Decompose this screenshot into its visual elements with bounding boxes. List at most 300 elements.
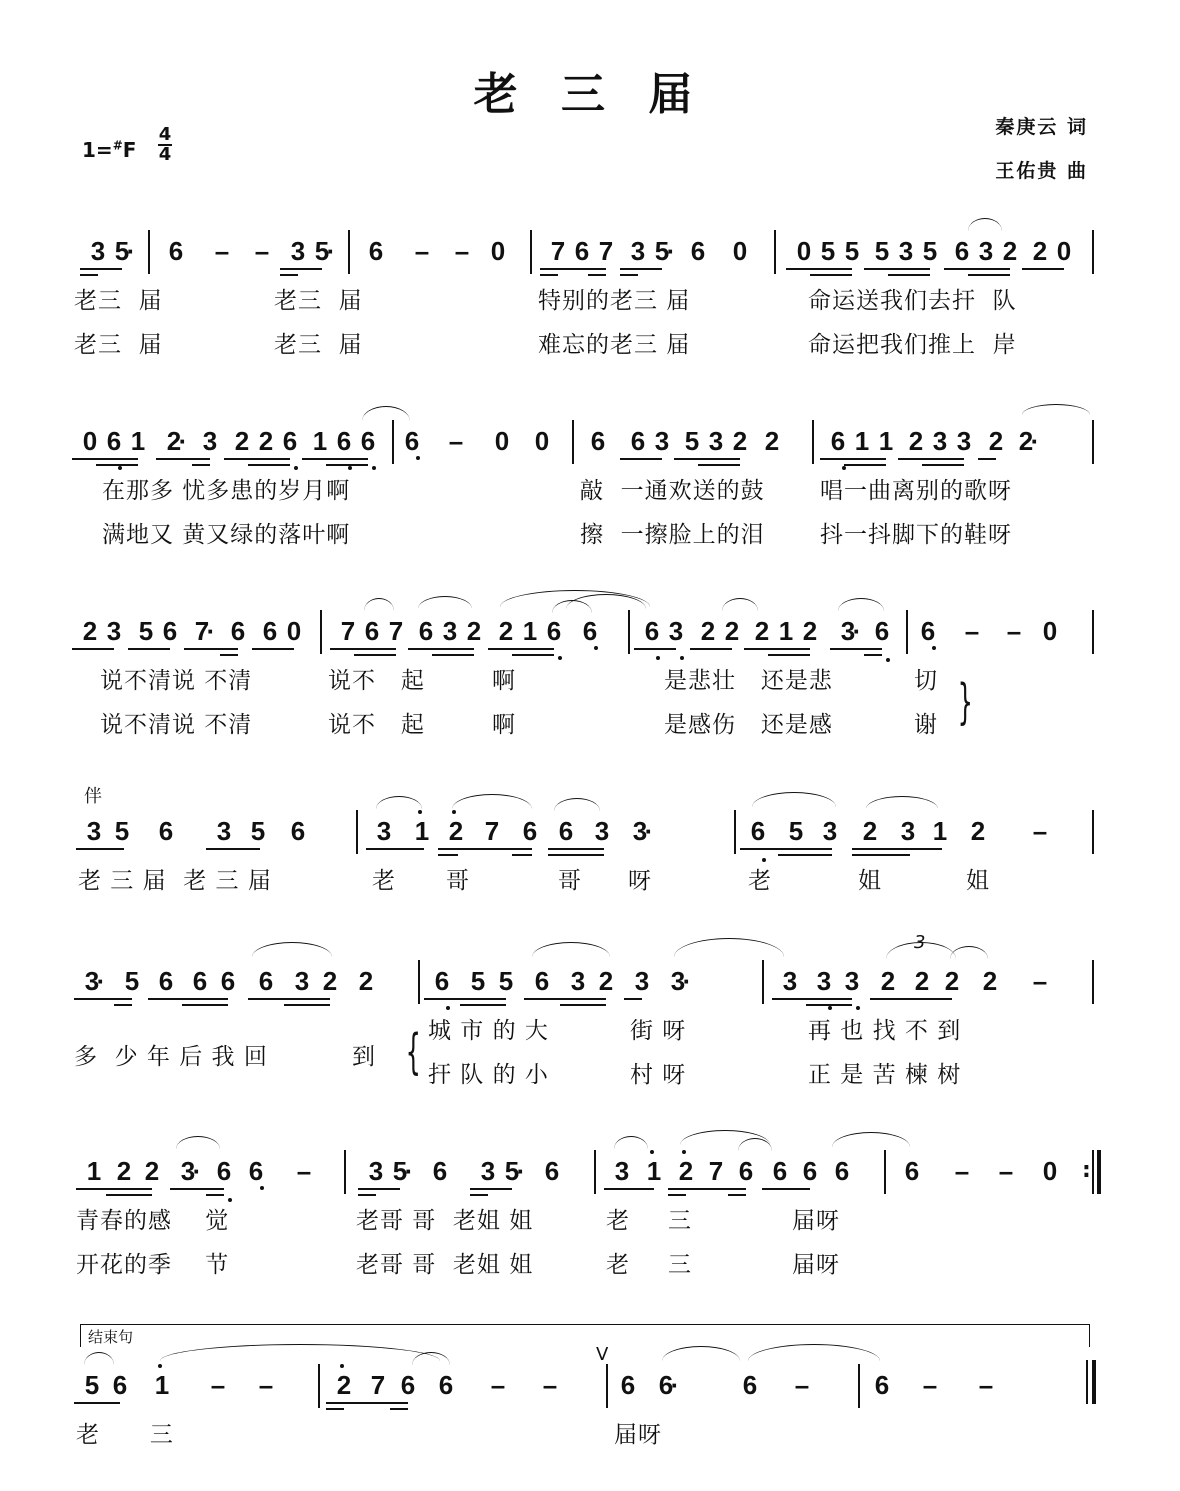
note: 3 xyxy=(900,816,916,846)
lyric-line: 特别的老三 届 xyxy=(538,288,691,314)
note: 6 xyxy=(802,1156,818,1186)
lyric-line: 街 呀 xyxy=(630,1018,687,1044)
lyric-line: 说不 起 xyxy=(328,668,425,694)
note: 6 xyxy=(418,616,434,646)
note: 3 xyxy=(978,236,994,266)
lyric-line: 老三 届 xyxy=(74,332,163,358)
note: 5 xyxy=(124,966,140,996)
barline xyxy=(734,810,736,854)
note: 1 xyxy=(778,616,794,646)
beam-underline xyxy=(206,848,260,850)
barline xyxy=(318,1364,320,1408)
lyric-line: 到 xyxy=(352,1044,376,1071)
dash-sustain: – xyxy=(1006,616,1022,646)
note: 3 xyxy=(630,236,646,266)
beam-underline xyxy=(588,274,606,276)
lyric-line: 老哥 哥 老姐 姐 xyxy=(356,1208,534,1234)
octave-dot-above xyxy=(340,1364,344,1368)
beam-underline xyxy=(968,274,1010,276)
note: 6 xyxy=(658,1370,674,1400)
note: 5 xyxy=(114,816,130,846)
slur-arc xyxy=(866,796,938,809)
octave-dot-below xyxy=(294,466,298,470)
note: 6 xyxy=(360,426,376,456)
lyric-line: 敲 一通欢送的鼓 xyxy=(580,478,765,504)
augmentation-dot: · xyxy=(852,616,862,646)
note: 7 xyxy=(598,236,614,266)
note: 2 xyxy=(448,816,464,846)
beam-underline xyxy=(280,274,298,276)
note: 6 xyxy=(830,426,846,456)
lyric-line: 老 xyxy=(748,868,772,894)
beam-underline xyxy=(830,648,882,650)
note: 2 xyxy=(700,616,716,646)
note: 0 xyxy=(82,426,98,456)
lyric-line: 村 呀 xyxy=(630,1062,687,1088)
dash-sustain: – xyxy=(254,236,270,266)
barline xyxy=(320,610,322,654)
note: 3 xyxy=(202,426,218,456)
octave-dot-above xyxy=(452,810,456,814)
slur-arc xyxy=(674,938,784,957)
note: 6 xyxy=(364,616,380,646)
note: 2 xyxy=(598,966,614,996)
beam-underline xyxy=(620,268,662,270)
note: 5 xyxy=(84,1370,100,1400)
beam-underline xyxy=(206,1194,224,1196)
beam-underline xyxy=(74,1402,120,1404)
beam-underline xyxy=(778,854,832,856)
octave-dot-below xyxy=(886,658,890,662)
beam-underline xyxy=(922,464,964,466)
beam-underline xyxy=(888,274,930,276)
beam-underline xyxy=(852,854,910,856)
beam-underline xyxy=(864,268,930,270)
beam-underline xyxy=(248,998,330,1000)
dash-sustain: – xyxy=(490,1370,506,1400)
slur-arc xyxy=(364,598,394,611)
octave-dot-below xyxy=(372,466,376,470)
lyric-line: 老三 届 xyxy=(74,288,163,314)
note: 2 xyxy=(678,1156,694,1186)
octave-dot-above xyxy=(158,1364,162,1368)
note: 7 xyxy=(388,616,404,646)
lyric-line: 开花的季 节 xyxy=(76,1252,230,1278)
note: 3 xyxy=(840,616,856,646)
beam-underline xyxy=(114,1004,132,1006)
slur-arc xyxy=(84,1352,114,1365)
note: 7 xyxy=(708,1156,724,1186)
note: 5 xyxy=(684,426,700,456)
beam-underline xyxy=(408,648,474,650)
note: 6 xyxy=(262,616,278,646)
beam-underline xyxy=(1022,268,1064,270)
note: 6 xyxy=(220,966,236,996)
beam-underline xyxy=(548,848,604,850)
composer-credit: 王佑贵 曲 xyxy=(995,160,1088,182)
note: 3 xyxy=(442,616,458,646)
brace-right: } xyxy=(957,674,973,730)
beam-underline xyxy=(96,464,138,466)
beam-underline xyxy=(358,1194,376,1196)
octave-dot-below xyxy=(118,466,122,470)
beam-underline xyxy=(620,274,638,276)
note: 6 xyxy=(168,236,184,266)
augmentation-dot: · xyxy=(666,236,676,266)
beam-underline xyxy=(302,458,368,460)
beam-underline xyxy=(560,1004,606,1006)
beam-underline xyxy=(512,654,554,656)
beam-underline xyxy=(80,268,122,270)
note: 2 xyxy=(764,426,780,456)
augmentation-dot: · xyxy=(178,426,188,456)
note: 3 xyxy=(932,426,948,456)
beam-underline xyxy=(698,464,740,466)
augmentation-dot: · xyxy=(516,1156,526,1186)
lyric-line: 说不清说 不清 xyxy=(100,712,253,738)
slur-arc xyxy=(614,1136,648,1149)
dash-sustain: – xyxy=(998,1156,1014,1186)
lyric-line: 老 xyxy=(606,1208,630,1234)
beam-underline xyxy=(284,1004,330,1006)
beam-underline xyxy=(772,998,852,1000)
note: 2 xyxy=(724,616,740,646)
note: 6 xyxy=(438,1370,454,1400)
note: 2 xyxy=(802,616,818,646)
note: 3 xyxy=(822,816,838,846)
augmentation-dot: · xyxy=(670,1370,680,1400)
accompaniment-label: 伴 xyxy=(84,786,102,807)
slur-arc xyxy=(376,796,422,809)
lyric-line: 说不清说 不清 xyxy=(100,668,253,694)
beam-underline xyxy=(72,648,114,650)
dash-sustain: – xyxy=(296,1156,312,1186)
note: 2 xyxy=(358,966,374,996)
beam-underline xyxy=(668,1194,686,1196)
lyric-line: 正 是 苦 楝 树 xyxy=(808,1062,962,1088)
note: 2 xyxy=(944,966,960,996)
beam-underline xyxy=(624,998,642,1000)
note: 5 xyxy=(114,236,130,266)
volta-label: 结束句 xyxy=(88,1328,134,1346)
beam-underline xyxy=(634,648,676,650)
lyricist-credit: 秦庚云 词 xyxy=(995,116,1088,138)
note: 6 xyxy=(904,1156,920,1186)
barline xyxy=(1092,230,1094,274)
beam-underline xyxy=(768,654,810,656)
dash-sustain: – xyxy=(542,1370,558,1400)
beam-underline xyxy=(762,1188,810,1190)
beam-underline xyxy=(488,648,554,650)
lyric-line: 唱一曲离别的歌呀 xyxy=(820,478,1012,504)
note: 6 xyxy=(834,1156,850,1186)
slur-arc xyxy=(662,1346,740,1361)
beam-underline xyxy=(548,854,604,856)
note: 6 xyxy=(558,816,574,846)
note: 2 xyxy=(466,616,482,646)
octave-dot-below xyxy=(680,656,684,660)
lyric-line: 是感伤 还是感 xyxy=(664,712,833,738)
note: 1 xyxy=(646,1156,662,1186)
barline xyxy=(1092,1150,1094,1194)
lyric-line: 老 三 xyxy=(76,1422,174,1448)
beam-underline xyxy=(470,1188,512,1190)
octave-dot-above xyxy=(650,1150,654,1154)
slur-arc xyxy=(252,942,332,957)
barline xyxy=(906,610,908,654)
lyric-line: 呀 xyxy=(628,868,652,894)
beam-underline xyxy=(674,458,740,460)
note: 6 xyxy=(590,426,606,456)
beam-underline xyxy=(786,268,852,270)
barline xyxy=(812,420,814,464)
note: 2 xyxy=(908,426,924,456)
note: 1 xyxy=(932,816,948,846)
beam-underline xyxy=(170,1188,224,1190)
augmentation-dot: · xyxy=(192,1156,202,1186)
note: 7 xyxy=(370,1370,386,1400)
barline xyxy=(628,610,630,654)
beam-underline xyxy=(540,268,606,270)
slur-arc xyxy=(362,406,410,421)
dash-sustain: – xyxy=(978,1370,994,1400)
beam-underline xyxy=(156,458,210,460)
beam-underline xyxy=(432,654,474,656)
lyric-line: 老 xyxy=(606,1252,630,1278)
octave-dot-below xyxy=(594,646,598,650)
lyric-line: 哥 xyxy=(446,868,470,894)
note: 6 xyxy=(534,966,550,996)
note: 3 xyxy=(480,1156,496,1186)
dash-sustain: – xyxy=(210,1370,226,1400)
note: 3 xyxy=(634,966,650,996)
note: 1 xyxy=(414,816,430,846)
note: 6 xyxy=(158,816,174,846)
barline xyxy=(606,1364,608,1408)
note: 5 xyxy=(874,236,890,266)
octave-dot-above xyxy=(418,810,422,814)
note: 6 xyxy=(644,616,660,646)
beam-underline xyxy=(864,654,882,656)
octave-dot-below xyxy=(416,456,420,460)
note: 3 xyxy=(294,966,310,996)
beam-underline xyxy=(326,1402,408,1404)
note: 6 xyxy=(546,616,562,646)
barline xyxy=(762,960,764,1004)
beam-underline xyxy=(438,848,532,850)
barline xyxy=(344,1150,346,1194)
note: 6 xyxy=(690,236,706,266)
barline xyxy=(594,1150,596,1194)
note: 2 xyxy=(1032,236,1048,266)
lyric-line: 三 xyxy=(668,1252,692,1278)
note: 3 xyxy=(84,966,100,996)
slur-arc xyxy=(532,942,610,957)
note: 2 xyxy=(258,426,274,456)
beam-underline xyxy=(390,1408,408,1410)
beam-underline xyxy=(744,648,810,650)
note: 2 xyxy=(970,816,986,846)
beam-underline xyxy=(728,1194,746,1196)
note: 3 xyxy=(668,616,684,646)
note: 0 xyxy=(534,426,550,456)
note: 5 xyxy=(250,816,266,846)
note: 5 xyxy=(844,236,860,266)
beam-underline xyxy=(604,1188,654,1190)
barline xyxy=(1092,960,1094,1004)
octave-dot-below xyxy=(932,646,936,650)
note: 0 xyxy=(490,236,506,266)
note: 2 xyxy=(982,966,998,996)
note: 6 xyxy=(544,1156,560,1186)
note: 0 xyxy=(286,616,302,646)
note: 2 xyxy=(82,616,98,646)
note: 6 xyxy=(368,236,384,266)
note: 6 xyxy=(920,616,936,646)
dash-sustain: – xyxy=(448,426,464,456)
note: 2 xyxy=(914,966,930,996)
lyric-line: 老 xyxy=(372,868,396,894)
note: 1 xyxy=(854,426,870,456)
octave-dot-below xyxy=(446,1006,450,1010)
note: 6 xyxy=(230,616,246,646)
augmentation-dot: · xyxy=(682,966,692,996)
note: 2 xyxy=(1002,236,1018,266)
dash-sustain: – xyxy=(454,236,470,266)
note: 3 xyxy=(290,236,306,266)
lyric-line: 姐 xyxy=(966,868,990,894)
beam-underline xyxy=(252,648,294,650)
note: 6 xyxy=(750,816,766,846)
lyric-line: 老三 届 xyxy=(274,288,363,314)
beam-underline xyxy=(182,1004,228,1006)
note: 5 xyxy=(922,236,938,266)
note: 6 xyxy=(192,966,208,996)
note: 5 xyxy=(498,966,514,996)
beam-underline xyxy=(870,998,952,1000)
beam-underline xyxy=(668,1188,746,1190)
beam-underline xyxy=(620,458,662,460)
octave-dot-below xyxy=(856,1006,860,1010)
slur-arc xyxy=(950,946,988,959)
note: 0 xyxy=(796,236,812,266)
augmentation-dot: · xyxy=(96,966,106,996)
note: 2 xyxy=(880,966,896,996)
beam-underline xyxy=(326,464,368,466)
note: 6 xyxy=(336,426,352,456)
slur-arc xyxy=(752,792,836,807)
beam-underline xyxy=(76,848,124,850)
slur-arc xyxy=(1022,404,1090,415)
note: 6 xyxy=(574,236,590,266)
note: 6 xyxy=(106,426,122,456)
beam-underline xyxy=(690,648,732,650)
barline-thick xyxy=(1092,1360,1096,1404)
barline xyxy=(1086,1360,1088,1404)
dash-sustain: – xyxy=(794,1370,810,1400)
note: 2 xyxy=(498,616,514,646)
note: 3 xyxy=(180,1156,196,1186)
beam-underline xyxy=(106,1194,152,1196)
octave-dot-below xyxy=(228,1198,232,1202)
beam-underline xyxy=(148,998,228,1000)
octave-dot-below xyxy=(842,466,846,470)
lyric-line: 擦 一擦脸上的泪 xyxy=(580,522,765,548)
note: 6 xyxy=(248,1156,264,1186)
note: 3 xyxy=(844,966,860,996)
lyric-line: 届呀 xyxy=(792,1252,840,1278)
note: 6 xyxy=(162,616,178,646)
lyric-line: 难忘的老三 届 xyxy=(538,332,691,358)
note: 5 xyxy=(788,816,804,846)
lyric-line: 老三 届 xyxy=(274,332,363,358)
lyric-line: 切 xyxy=(914,668,938,694)
note: 1 xyxy=(130,426,146,456)
lyric-line: 说不 起 xyxy=(328,712,425,738)
lyric-line: 扞 队 的 小 xyxy=(428,1062,549,1088)
note: 2 xyxy=(166,426,182,456)
note: 3 xyxy=(816,966,832,996)
slur-arc xyxy=(722,598,758,611)
beam-underline xyxy=(80,274,98,276)
note: 2 xyxy=(322,966,338,996)
dash-sustain: – xyxy=(922,1370,938,1400)
lyric-line: 命运把我们推上 岸 xyxy=(808,332,1017,358)
beam-underline xyxy=(248,464,290,466)
note: 5 xyxy=(138,616,154,646)
note: 3 xyxy=(368,1156,384,1186)
note: 5 xyxy=(654,236,670,266)
beam-underline xyxy=(460,1004,506,1006)
beam-underline xyxy=(354,654,396,656)
time-signature: 4 4 xyxy=(158,124,172,165)
dash-sustain: – xyxy=(1032,966,1048,996)
beam-underline xyxy=(438,854,458,856)
note: 6 xyxy=(630,426,646,456)
beam-underline xyxy=(524,998,606,1000)
note: 6 xyxy=(112,1370,128,1400)
beam-underline xyxy=(810,274,852,276)
note: 6 xyxy=(258,966,274,996)
note: 6 xyxy=(216,1156,232,1186)
note: 6 xyxy=(772,1156,788,1186)
note: 3 xyxy=(614,1156,630,1186)
dash-sustain: – xyxy=(964,616,980,646)
barline-thick xyxy=(1097,1150,1101,1194)
augmentation-dot: · xyxy=(1030,426,1040,456)
lyric-line: 啊 xyxy=(492,668,516,694)
beam-underline xyxy=(72,458,138,460)
key-signature: 1=#F xyxy=(82,138,137,162)
beam-underline xyxy=(224,458,290,460)
note: 5 xyxy=(470,966,486,996)
beam-underline xyxy=(326,1408,344,1410)
barline xyxy=(356,810,358,854)
note: 1 xyxy=(154,1370,170,1400)
note: 3 xyxy=(216,816,232,846)
beam-underline xyxy=(944,268,1010,270)
beam-underline xyxy=(470,1194,488,1196)
dash-sustain: – xyxy=(1032,816,1048,846)
slur-arc xyxy=(838,598,884,611)
note: 2 xyxy=(234,426,250,456)
beam-underline xyxy=(76,1188,152,1190)
note: 3 xyxy=(86,816,102,846)
lyric-line: 三 xyxy=(668,1208,692,1234)
slur-arc xyxy=(554,798,600,811)
note: 7 xyxy=(484,816,500,846)
breath-mark: V xyxy=(596,1344,609,1365)
